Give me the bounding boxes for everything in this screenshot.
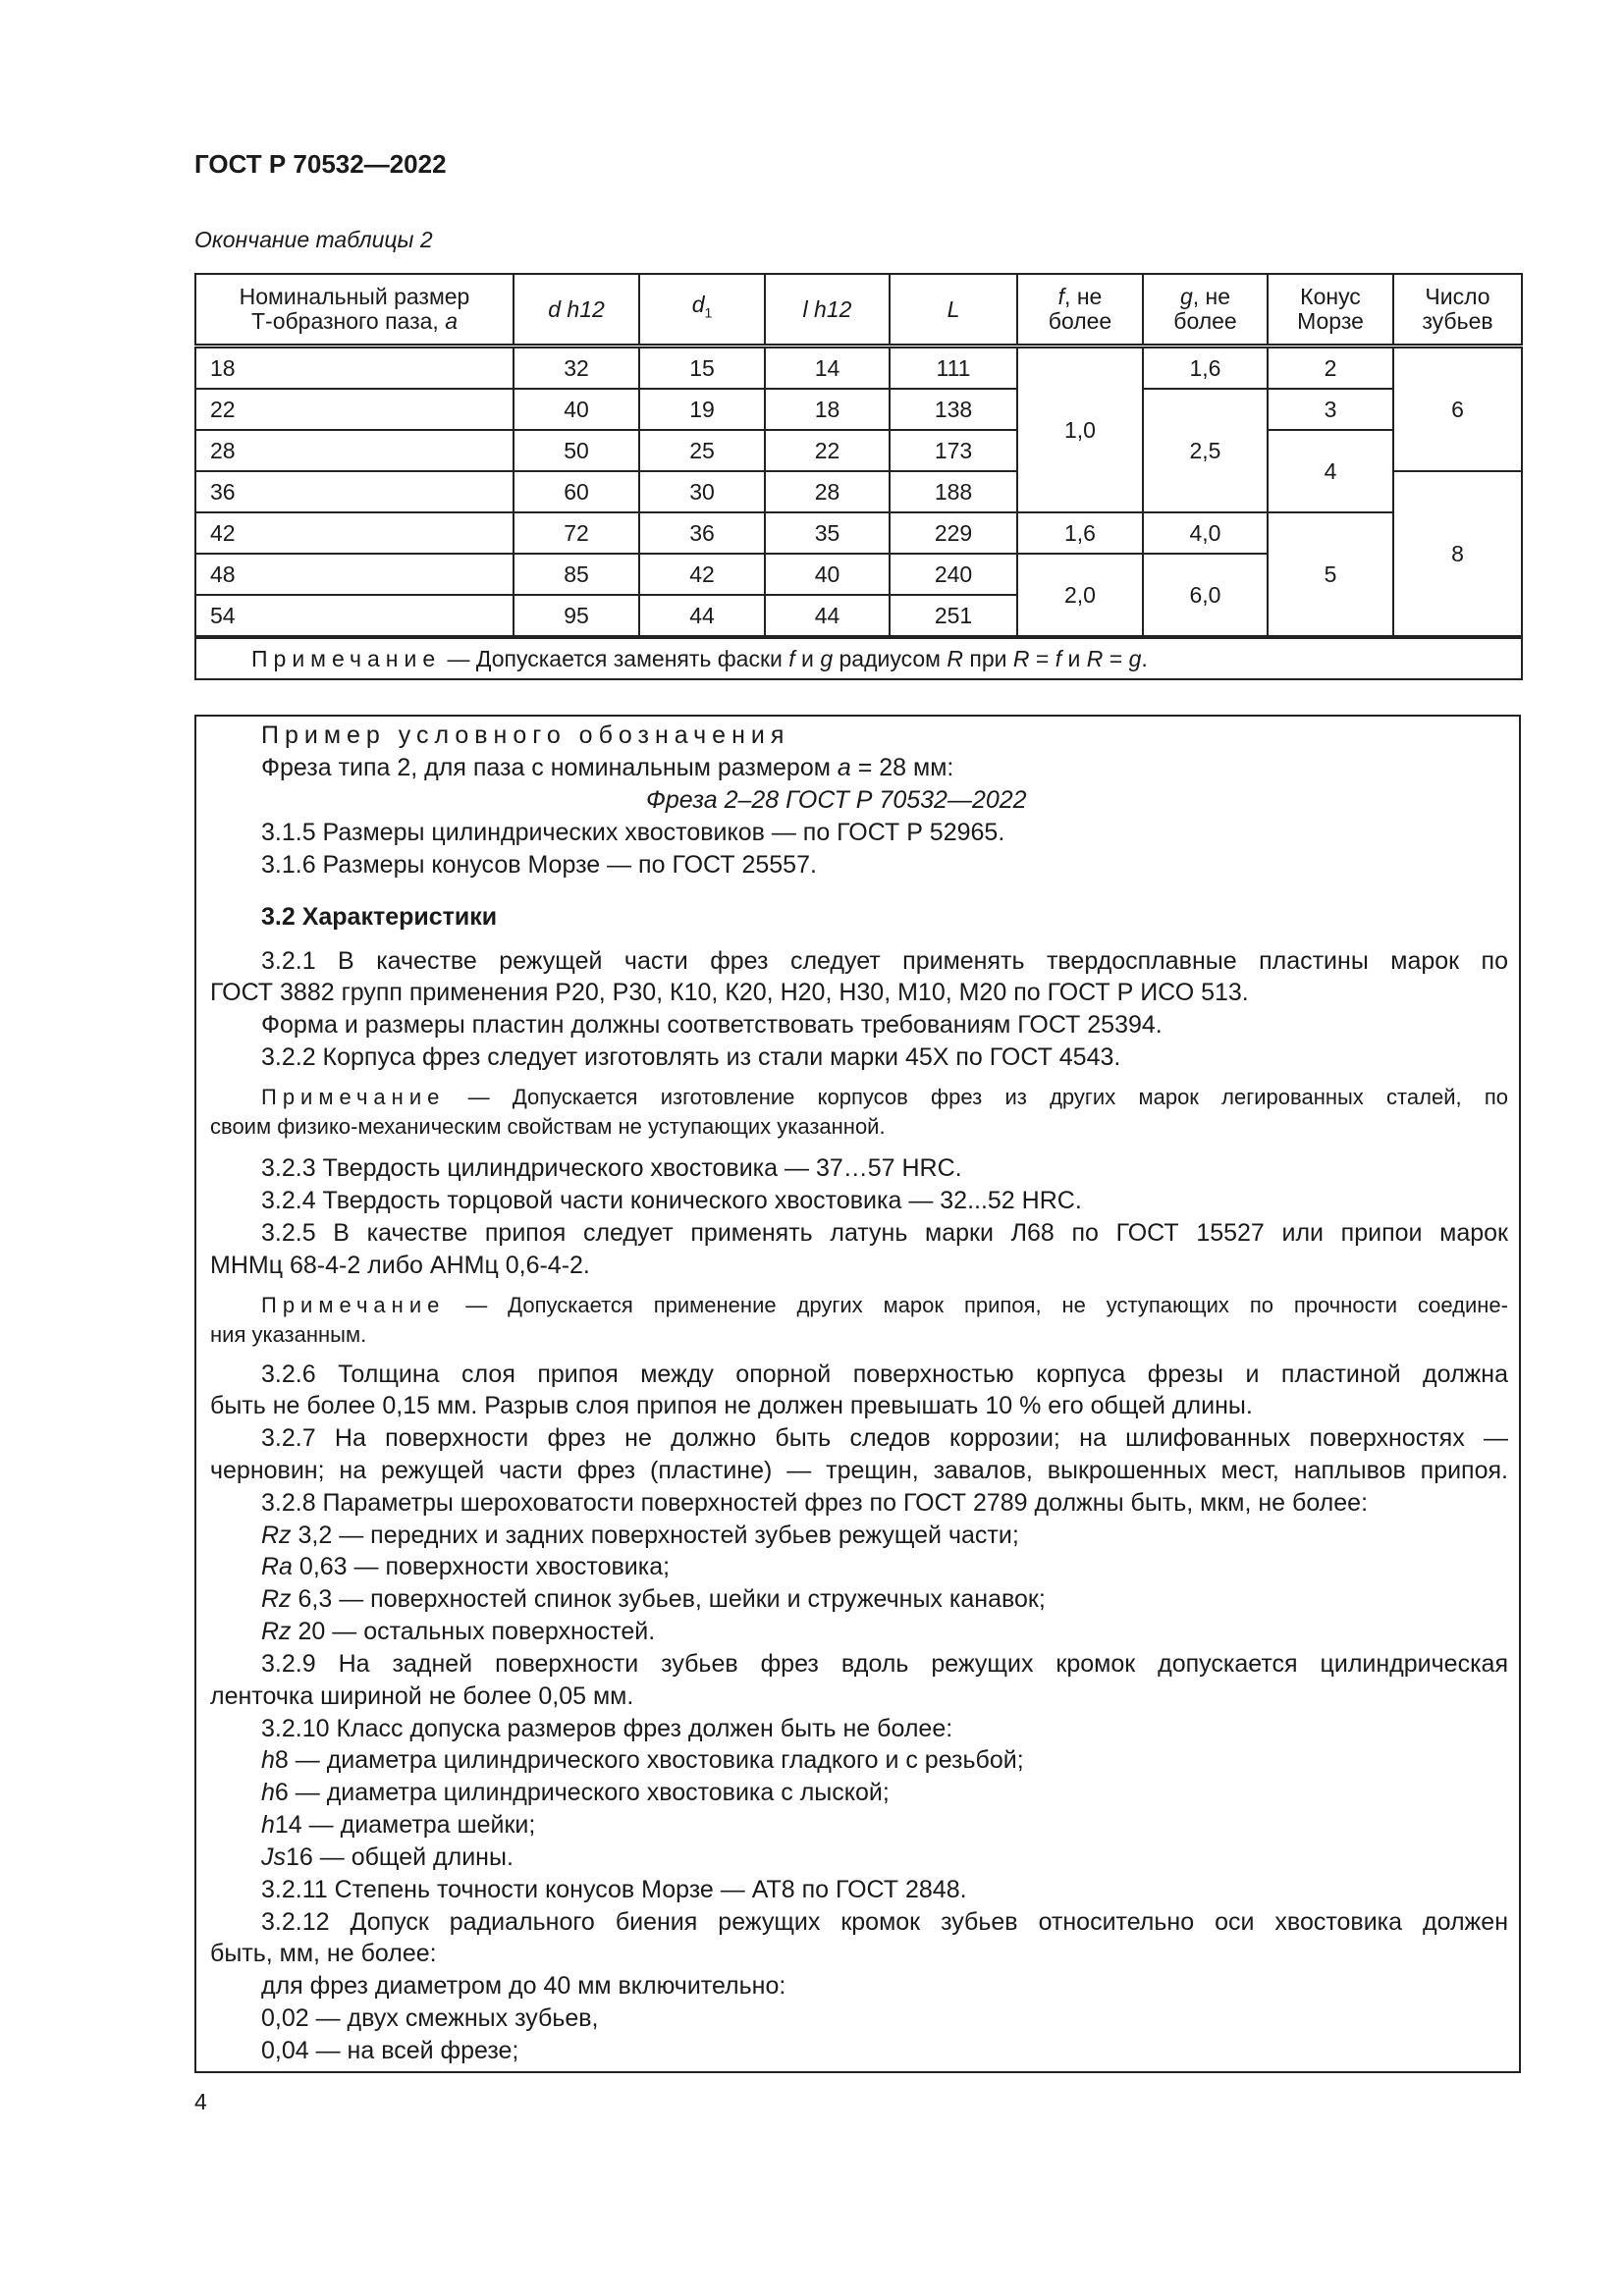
text-segment: 6 — диаметра цилиндрического хвостовика с лыской; xyxy=(274,1779,890,1806)
text-segment: 3.2.2 Корпуса фрез следует изготовлять из стали марки 45Х по ГОСТ 4543. xyxy=(261,1043,1121,1071)
text-segment: черновин; на режущей части фрез (пластине) — трещин, завалов, выкрошенных мест, наплывов припоя. xyxy=(210,1457,1508,1484)
text-line xyxy=(261,817,1508,848)
text-segment: = 28 мм: xyxy=(850,754,954,781)
text-segment: 20 — остальных поверхностей. xyxy=(291,1618,656,1645)
cell: 48 xyxy=(195,554,514,595)
text-segment: Пример условного обозначения xyxy=(261,721,790,749)
cell: 2 xyxy=(1268,347,1393,390)
col-header-d1: $d_1$ xyxy=(639,274,765,347)
table-caption: Окончание таблицы 2 xyxy=(194,227,433,252)
text-segment: Rz xyxy=(261,1618,292,1645)
page-number: 4 xyxy=(194,2089,207,2114)
text-line xyxy=(261,1152,1508,1184)
text-segment: h xyxy=(261,1746,275,1774)
text-segment: 3.1.5 Размеры цилиндрических хвостовиков — по ГОСТ Р 52965. xyxy=(261,819,1005,846)
col-header-g: g, не более xyxy=(1143,274,1268,347)
table-row xyxy=(195,389,1522,430)
cell: 19 xyxy=(639,389,765,430)
col-header-l: l h12 xyxy=(765,274,890,347)
text-segment: — Допускается применение других марок припоя, не уступающих по прочности соедине- xyxy=(445,1293,1508,1317)
text-line xyxy=(210,1455,1508,1486)
table-row xyxy=(195,347,1522,390)
text-line xyxy=(210,1938,1508,1969)
cell: 40 xyxy=(765,554,890,595)
text-line xyxy=(261,1874,1508,1905)
text-segment: быть, мм, не более: xyxy=(210,1940,437,1967)
text-segment: МНМц 68-4-2 либо АНМц 0,6-4-2. xyxy=(210,1252,590,1279)
text-line xyxy=(261,1842,1508,1873)
cell: 85 xyxy=(514,554,639,595)
cell: 35 xyxy=(765,512,890,554)
cell: 2,0 xyxy=(1017,554,1143,637)
cell: 18 xyxy=(195,347,514,390)
text-line xyxy=(261,1009,1508,1041)
cell: 8 xyxy=(1393,471,1522,637)
text-line xyxy=(210,1250,1508,1281)
table-note-row xyxy=(195,637,1522,679)
cell: 54 xyxy=(195,595,514,637)
text-line xyxy=(261,849,1508,881)
text-line xyxy=(261,1422,1508,1454)
cell: 40 xyxy=(514,389,639,430)
table-row xyxy=(195,430,1522,471)
text-segment: 3.2.4 Твердость торцовой части конического хвостовика — 32...52 HRC. xyxy=(261,1187,1082,1214)
text-line xyxy=(261,1777,1508,1808)
text-segment: ния указанным. xyxy=(210,1322,367,1347)
text-segment: ленточка шириной не более 0,05 мм. xyxy=(210,1682,634,1710)
text-segment: ГОСТ 3882 групп применения Р20, Р30, К10, К20, Н20, Н30, М10, М20 по ГОСТ Р ИСО 513. xyxy=(210,979,1249,1006)
text-line xyxy=(261,1648,1508,1680)
cell: 28 xyxy=(195,430,514,471)
cell: 4,0 xyxy=(1143,512,1268,554)
text-line xyxy=(261,1185,1508,1216)
table-note: Примечание — Допускается заменять фаски f и g радиусом R при R = f и R = g. xyxy=(195,637,1522,679)
table-row xyxy=(195,512,1522,554)
cell: 44 xyxy=(639,595,765,637)
text-segment: своим физико-механическим свойствам не уступающих указанной. xyxy=(210,1114,886,1139)
cell: 25 xyxy=(639,430,765,471)
cell: 36 xyxy=(195,471,514,512)
cell: 15 xyxy=(639,347,765,390)
text-segment: 3.2.11 Степень точности конусов Морзе — АТ8 по ГОСТ 2848. xyxy=(261,1876,967,1903)
text-segment: 3.2.3 Твердость цилиндрического хвостовика — 37…57 HRC. xyxy=(261,1154,962,1182)
cell: 22 xyxy=(765,430,890,471)
text-segment: 0,63 — поверхности хвостовика; xyxy=(292,1553,671,1580)
cell: 1,6 xyxy=(1143,347,1268,390)
text-segment: — Допускается изготовление корпусов фрез из других марок легированных сталей, по xyxy=(445,1085,1508,1109)
cell: 95 xyxy=(514,595,639,637)
text-segment: 3.2.5 В качестве припоя следует применять латунь марки Л68 по ГОСТ 15527 или припои марок xyxy=(261,1219,1508,1247)
text-segment: h xyxy=(261,1811,275,1839)
text-segment: 3.2.1 В качестве режущей части фрез следует применять твердосплавные пластины марок по xyxy=(261,947,1508,975)
text-line xyxy=(261,1616,1508,1647)
cell: 18 xyxy=(765,389,890,430)
col-header-L: L xyxy=(890,274,1017,347)
text-segment: 3.1.6 Размеры конусов Морзе — по ГОСТ 25557. xyxy=(261,851,817,879)
text-line xyxy=(261,2002,1508,2034)
cell: 251 xyxy=(890,595,1017,637)
text-line xyxy=(261,1520,1508,1551)
cell: 1,0 xyxy=(1017,347,1143,513)
text-line xyxy=(210,1111,1508,1143)
text-line xyxy=(261,1359,1508,1390)
text-segment: Фреза 2–28 ГОСТ Р 70532—2022 xyxy=(646,786,1027,814)
text-segment: Примечание xyxy=(261,1293,446,1317)
text-segment: 3,2 — передних и задних поверхностей зубьев режущей части; xyxy=(291,1522,1019,1549)
cell: 229 xyxy=(890,512,1017,554)
text-line xyxy=(261,1041,1508,1073)
text-line xyxy=(261,1487,1508,1519)
cell: 6 xyxy=(1393,347,1522,472)
text-line xyxy=(210,977,1508,1008)
cell: 111 xyxy=(890,347,1017,390)
cell: 50 xyxy=(514,430,639,471)
text-segment: 0,02 — двух смежных зубьев, xyxy=(261,2004,599,2032)
col-header-morse: Конус Морзе xyxy=(1268,274,1393,347)
text-line xyxy=(261,752,1508,783)
text-segment: Rz xyxy=(261,1585,292,1613)
text-line xyxy=(210,1681,1508,1712)
cell: 28 xyxy=(765,471,890,512)
text-line xyxy=(261,901,1508,933)
text-line xyxy=(646,784,1624,816)
cell: 1,6 xyxy=(1017,512,1143,554)
cell: 2,5 xyxy=(1143,389,1268,512)
text-segment: 3.2.10 Класс допуска размеров фрез должен быть не более: xyxy=(261,1715,953,1742)
cell: 3 xyxy=(1268,389,1393,430)
text-segment: 3.2.8 Параметры шероховатости поверхностей фрез по ГОСТ 2789 должны быть, мкм, не более: xyxy=(261,1489,1369,1517)
text-segment: 3.2 Характеристики xyxy=(261,903,498,931)
cell: 72 xyxy=(514,512,639,554)
cell: 4 xyxy=(1268,430,1393,512)
col-header-f: f, не более xyxy=(1017,274,1143,347)
text-line xyxy=(261,1970,1508,2002)
cell: 5 xyxy=(1268,512,1393,637)
text-segment: 6,3 — поверхностей спинок зубьев, шейки и стружечных канавок; xyxy=(291,1585,1046,1613)
cell: 42 xyxy=(639,554,765,595)
text-segment: Rz xyxy=(261,1522,292,1549)
text-line xyxy=(261,1744,1508,1776)
text-line xyxy=(261,1290,1508,1321)
text-segment: h xyxy=(261,1779,275,1806)
text-segment: Фреза типа 2, для паза с номинальным размером xyxy=(261,754,838,781)
col-header-slot-size: Номинальный размер Т-образного паза, a xyxy=(195,274,514,347)
cell: 44 xyxy=(765,595,890,637)
text-line xyxy=(261,1906,1508,1938)
text-segment: a xyxy=(837,754,851,781)
cell: 6,0 xyxy=(1143,554,1268,637)
col-header-teeth: Число зубьев xyxy=(1393,274,1522,347)
table-2 xyxy=(194,273,1523,680)
text-segment: 14 — диаметра шейки; xyxy=(274,1811,536,1839)
cell: 173 xyxy=(890,430,1017,471)
cell: 240 xyxy=(890,554,1017,595)
cell: 14 xyxy=(765,347,890,390)
text-line xyxy=(261,720,1508,751)
text-segment: 8 — диаметра цилиндрического хвостовика гладкого и с резьбой; xyxy=(274,1746,1024,1774)
text-line xyxy=(261,1082,1508,1113)
cell: 138 xyxy=(890,389,1017,430)
text-line xyxy=(261,945,1508,977)
text-line xyxy=(210,1319,1508,1351)
text-line xyxy=(261,1551,1508,1582)
cell: 36 xyxy=(639,512,765,554)
text-line xyxy=(261,1583,1508,1615)
text-line xyxy=(261,1713,1508,1744)
text-segment: 0,04 — на всей фрезе; xyxy=(261,2037,519,2064)
text-segment: Ra xyxy=(261,1553,293,1580)
col-header-d: d h12 xyxy=(514,274,639,347)
text-segment: 3.2.7 На поверхности фрез не должно быть следов коррозии; на шлифованных поверхностях — xyxy=(261,1424,1508,1452)
text-segment: для фрез диаметром до 40 мм включительно: xyxy=(261,1972,786,2000)
cell: 32 xyxy=(514,347,639,390)
text-segment: 3.2.9 На задней поверхности зубьев фрез вдоль режущих кромок допускается цилиндрическая xyxy=(261,1650,1508,1678)
text-segment: 3.2.12 Допуск радиального биения режущих кромок зубьев относительно оси хвостовика должен xyxy=(261,1908,1508,1936)
text-segment: 16 — общей длины. xyxy=(286,1843,514,1871)
text-segment: Js xyxy=(261,1843,286,1871)
text-line xyxy=(210,1390,1508,1421)
text-segment: Примечание xyxy=(261,1085,446,1109)
text-line xyxy=(261,1217,1508,1249)
cell: 60 xyxy=(514,471,639,512)
text-line xyxy=(261,2035,1508,2066)
document-header: ГОСТ Р 70532—2022 xyxy=(194,149,447,179)
text-segment: 3.2.6 Толщина слоя припоя между опорной поверхностью корпуса фрезы и пластиной должна xyxy=(261,1361,1508,1388)
table-header-row xyxy=(195,274,1522,347)
cell: 188 xyxy=(890,471,1017,512)
text-line xyxy=(261,1809,1508,1841)
cell: 30 xyxy=(639,471,765,512)
cell: 42 xyxy=(195,512,514,554)
text-segment: Форма и размеры пластин должны соответствовать требованиям ГОСТ 25394. xyxy=(261,1011,1163,1039)
cell: 22 xyxy=(195,389,514,430)
text-segment: быть не более 0,15 мм. Разрыв слоя припоя не должен превышать 10 % его общей длины. xyxy=(210,1392,1253,1419)
